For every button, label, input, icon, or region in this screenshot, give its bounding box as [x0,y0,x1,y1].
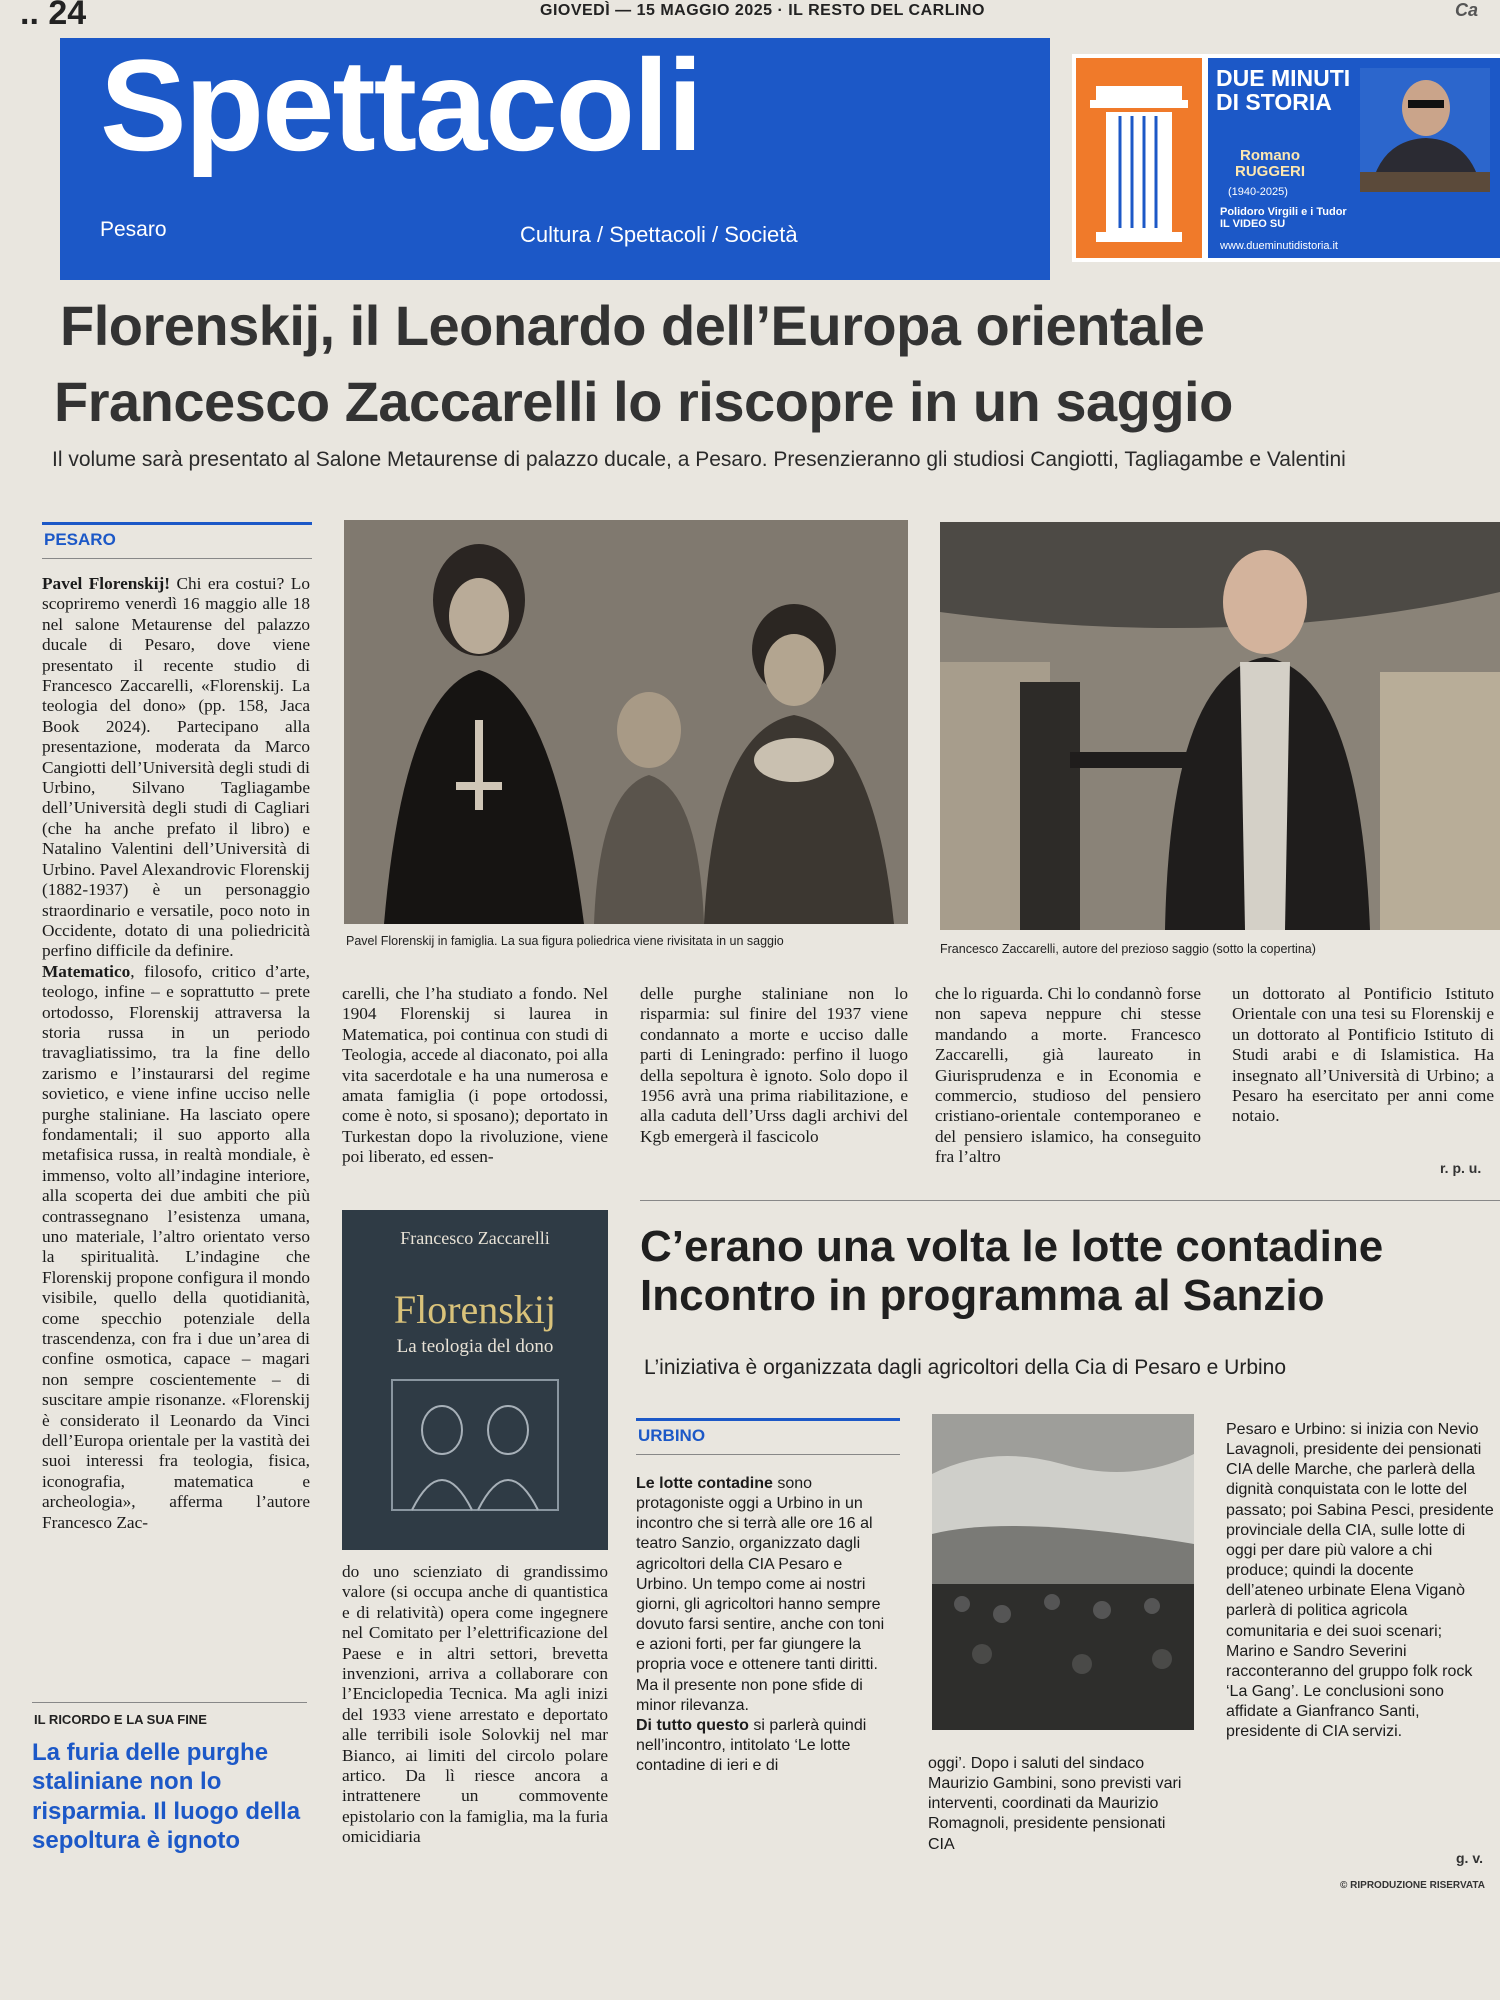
author-photo [940,522,1500,930]
section-title: Spettacoli [100,32,702,178]
photo1-caption: Pavel Florenskij in famiglia. La sua figura poliedrica viene rivisitata in un saggio [346,934,784,948]
col1-paragraph2: , filosofo, critico d’arte, teologo, infine – e soprattutto – prete ortodosso, Florenskij attraversa la storia russa in un periodo travagliatissimo, tra la fine dello zarismo e l’instaurarsi del regime sovietico, e viene infine ucciso nelle purghe staliniane. Ha lasciato opere fondamentali; il suo apporto alla metafisica russa, in realtà mondiale, è immenso, volto all’indagine interiore, alla scoperta dei due ambiti che più contrassegnano l’esistenza umana, uno materiale, l’altro orientato verso la spiritualità. L’indagine che Florenskij propone configura il mondo visibile, quello della quotidianità, come specchio potenziale della trascendenza, con fra i due un’area di confine osmotica, capace – magari non sempre coscientemente – di suscitare ampie risonanze. «Florenskij è considerato il Leonardo da Vinci dell’Europa orientale per la vastità dei suoi interessi fra teologia, fisica, iconografia, matematica e archeologia», afferma l’autore Francesco Zac- [42,961,310,1532]
article2-col1-paragraph2: si parlerà quindi nell’incontro, intitolato ‘Le lotte contadine di ieri e di [636,1716,867,1775]
article-subtitle: Il volume sarà presentato al Salone Metaurense di palazzo ducale, a Pesaro. Presenzieranno gli studiosi Cangiotti, Tagliagambe e Valentini [52,448,1346,471]
book-title: Florenskij [393,1287,557,1332]
promo-person-name [1220,148,1320,180]
article2-top-rule [640,1200,1500,1201]
promo-title [1216,66,1350,114]
article-body-col4: che lo riguarda. Chi lo condannò forse non sapeva neppure chi stesse mandando a morte. Francesco Zaccarelli, già laureato in Giurisprudenza e in Economia e commercio, studioso del pensiero cristiano-orientale contemporaneo e del pensiero islamico, ha conseguito fra l’altro [935,984,1201,1167]
promo-subtitle-line2: IL VIDEO SU [1220,218,1286,231]
article2-subtitle: L’iniziativa è organizzata dagli agricoltori della Cia di Pesaro e Urbino [644,1356,1287,1379]
para2-bold: Matematico [42,961,131,981]
sidebar-title: La furia delle purghe staliniane non lo risparmia. Il luogo della sepoltura è ignoto [32,1739,301,1854]
promo-title-line2: DI STORIA [1216,89,1332,116]
promo-subtitle-line1: Polidoro Virgili e i Tudor [1220,206,1347,218]
copyright-notice: © RIPRODUZIONE RISERVATA [1340,1880,1485,1891]
promo-subtitle [1220,206,1347,230]
article-headline-line2: Francesco Zaccarelli lo riscopre in un saggio [54,370,1233,433]
family-photo [344,520,908,924]
article1-signature: r. p. u. [1440,1160,1482,1176]
article2-body-col1 [636,1474,894,1776]
article2-kicker-rule [636,1418,900,1421]
lead-bold: Pavel Florenskij! [42,574,171,593]
promo-title-line1: DUE MINUTI [1216,65,1351,91]
kicker-underline [42,558,312,559]
article-kicker: PESARO [44,530,116,549]
kicker-rule [42,522,312,525]
article2-col1-paragraph1: sono protagoniste oggi a Urbino in un incontro che si terrà alle ore 16 al teatro Sanzio, organizzato dagli agricoltori della CIA Pesaro e Urbino. Un tempo come ai nostri giorni, gli agricoltori hanno sempre dovuto farsi sentire, anche con toni e azioni forti, per far giungere la propria voce e ottenere tanti diritti. Ma il presente non pone sfide di minor rilevanza. [636,1475,885,1714]
promo-years: (1940-2025) [1228,186,1288,198]
book-subtitle: La teologia del dono [396,1336,554,1357]
promo-name-last: RUGGERI [1234,162,1305,180]
promo-name-first: Romano [1240,147,1300,164]
article-body-col2-top: carelli, che l’ha studiato a fondo. Nel 1904 Florenskij si laurea in Matematica, poi continua con studi di Teologia, accede al diaconato, poi alla vita sacerdotale e ha una numerosa e amata famiglia (i pope ortodossi, come è noto, si sposano); deportato in Turkestan dopo la rivoluzione, viene poi liberato, ed essen- [342,984,608,1167]
book-author: Francesco Zaccarelli [400,1228,550,1248]
article2-body-col3: Pesaro e Urbino: si inizia con Nevio Lavagnoli, presidente dei pensionati CIA delle Marche, che parlerà della dignità conquistata con le lotte del passato; poi Sabina Pesci, presidente provinciale della CIA, sulle lotte di oggi per dare più valore a chi produce; quindi la docente dell’ateneo urbinate Elena Viganò parlerà di politica agricola comunitaria e dei suoi scenari; Marino e Sandro Severini racconteranno del gruppo folk rock ‘La Gang’. Le conclusioni sono affidate a Gianfranco Santi, presidente di CIA servizi. [1226,1421,1494,1741]
article2-headline-line1: C’erano una volta le lotte contadine [640,1222,1384,1271]
article-body-col1 [42,574,310,1533]
article2-kicker-underline [636,1454,900,1455]
section-location: Pesaro [100,218,167,241]
folio-line: GIOVEDÌ — 15 MAGGIO 2025 · IL RESTO DEL CARLINO [540,2,985,19]
article-body-col2-bottom: do uno scienziato di grandissimo valore (si occupa anche di quantistica e di relatività) opera come ingegnere nel Comitato per l’elettrificazione del Paese e in altri settori, brevetta invenzioni, arriva a collaborare con l’Enciclopedia Tecnica. Ma agli inizi del 1933 viene arrestato e deportato alle terribili isole Solovkij nel mar Bianco, ai limiti del circolo polare artico. Da lì riesce ancora a intrattenere un commovente epistolario con la famiglia, ma la furia omicidiaria [342,1562,608,1847]
article2-body-col2: oggi’. Dopo i saluti del sindaco Maurizio Gambini, sono previsti vari interventi, coordinati da Maurizio Romagnoli, presidente pensionati CIA [928,1755,1182,1853]
article2-para2-bold: Di tutto questo [636,1716,749,1734]
article-body-col3: delle purghe staliniane non lo risparmia: sul finire del 1937 viene condannato a morte e ucciso dalle parti di Leningrado: perfino il luogo della sepoltura è ignoto. Solo dopo il 1956 avrà una prima riabilitazione, e alla caduta dell’Urss dagli archivi del Kgb emergerà il fascicolo [640,984,908,1146]
page-number: .. 24 [20,0,87,32]
article2-lead-bold: Le lotte contadine [636,1475,773,1492]
photo2-caption: Francesco Zaccarelli, autore del prezioso saggio (sotto la copertina) [940,942,1316,956]
article2-headline [640,1222,1500,1321]
article2-kicker: URBINO [638,1426,706,1445]
sidebar-rule [32,1702,307,1703]
presenter-portrait-icon [1360,68,1490,192]
section-subsections: Cultura / Spettacoli / Società [520,222,798,247]
folio-corner: Ca [1455,0,1479,20]
col1-paragraph1: Chi era costui? Lo scopriremo venerdì 16 maggio alle 18 nel salone Metaurense del palazzo ducale di Pesaro, dove viene presentato il recente studio di Francesco Zaccarelli, «Florenskij. La teologia del dono» (pp. 158, Jaca Book 2024). Partecipano alla presentazione, moderata da Marco Cangiotti dell’Università degli studi di Urbino, Silvano Tagliagambe dell’Università degli studi di Cagliari (che ha anche prefato il libro) e Natalino Valentini dell’Università di Urbino. Pavel Alexandrovic Florenskij (1882-1937) è un personaggio straordinario e versatile, poco noto in Occidente, dotato di una poliedricità perfino difficile da definire. [42,574,310,961]
sidebar-kicker: IL RICORDO E LA SUA FINE [34,1712,207,1727]
article-headline-line1: Florenskij, il Leonardo dell’Europa orientale [60,294,1205,357]
icon-illustration-icon [382,1370,568,1520]
promo-url-link[interactable]: www.dueminutidistoria.it [1220,240,1338,252]
article-body-col5: un dottorato al Pontificio Istituto Orientale con una tesi su Florenskij e un dottorato al Pontificio Istituto di Studi arabi e di Islamistica. Ha insegnato all’Università di Urbino; a Pesaro ha esercitato per anni come notaio. [1232,984,1494,1126]
article2-headline-line2: Incontro in programma al Sanzio [640,1271,1325,1321]
article2-signature: g. v. [1456,1850,1483,1866]
crowd-photo [932,1414,1194,1730]
column-logo-icon [1076,58,1202,258]
book-cover [342,1210,608,1550]
